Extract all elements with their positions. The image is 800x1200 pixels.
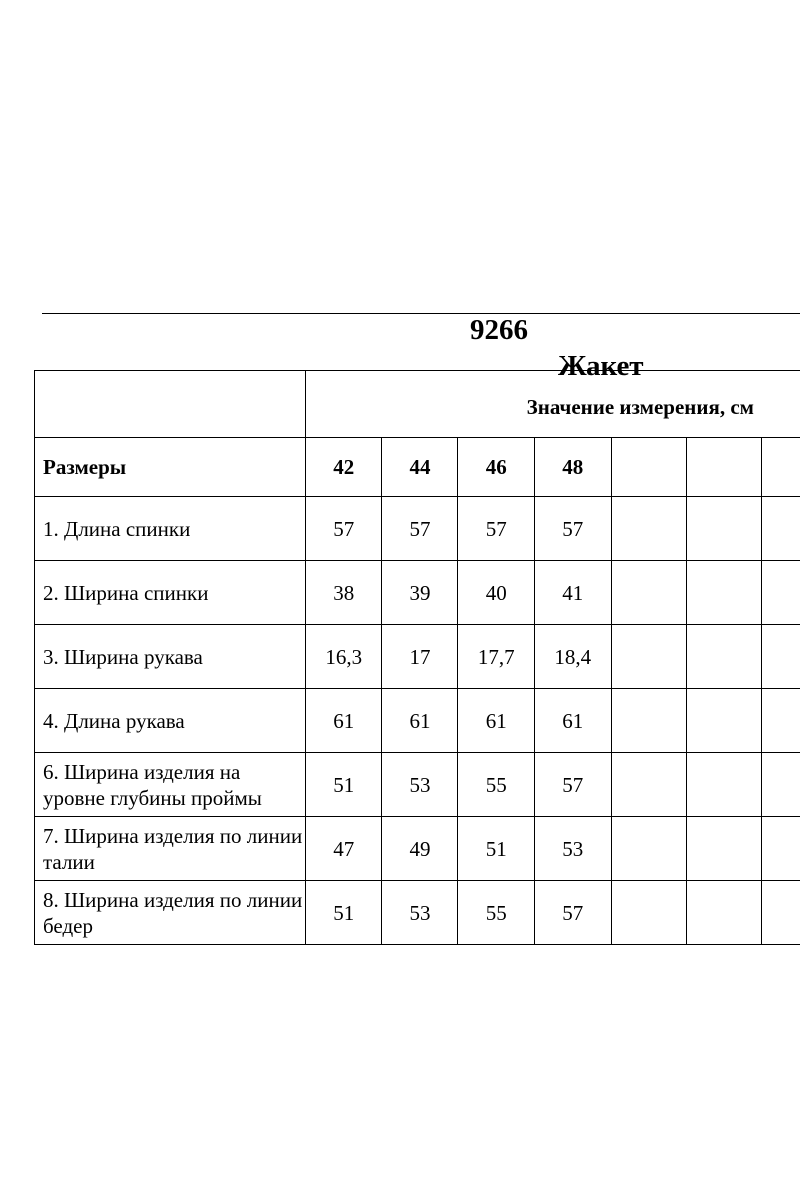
empty-value-cell: [611, 689, 686, 753]
empty-size-header: [611, 438, 686, 497]
empty-value-cell: [761, 689, 800, 753]
measurement-value: 40: [458, 561, 535, 625]
empty-value-cell: [761, 881, 800, 945]
empty-value-cell: [686, 625, 761, 689]
measurement-row: [35, 881, 800, 945]
measurement-row: [35, 689, 800, 753]
size-column-header: 44: [382, 438, 458, 497]
measurement-value: 17,7: [458, 625, 535, 689]
empty-value-cell: [761, 753, 800, 817]
measurement-label: 2. Ширина спинки: [35, 561, 306, 625]
empty-value-cell: [686, 497, 761, 561]
measurement-value: 47: [305, 817, 382, 881]
measurement-value: 55: [458, 881, 535, 945]
sizes-header-row: [35, 438, 800, 497]
measurement-value: 17: [382, 625, 458, 689]
size-column-header: 46: [458, 438, 535, 497]
empty-value-cell: [611, 625, 686, 689]
measurement-value: 61: [534, 689, 611, 753]
empty-size-header: [686, 438, 761, 497]
empty-value-cell: [686, 753, 761, 817]
model-code: 9266: [470, 314, 528, 346]
size-measurement-table: [34, 370, 800, 945]
measurement-value: 51: [305, 753, 382, 817]
empty-value-cell: [761, 497, 800, 561]
measurement-value: 57: [458, 497, 535, 561]
measurement-value: 61: [458, 689, 535, 753]
empty-value-cell: [686, 689, 761, 753]
measurement-value: 51: [458, 817, 535, 881]
measurement-row: [35, 561, 800, 625]
measurement-label: 6. Ширина изделия на уровне глубины проймы: [35, 753, 306, 817]
measurement-row: [35, 817, 800, 881]
measurement-value: 57: [534, 753, 611, 817]
measurement-value: 57: [534, 497, 611, 561]
empty-value-cell: [611, 561, 686, 625]
measurement-value: 18,4: [534, 625, 611, 689]
empty-value-cell: [761, 561, 800, 625]
measurement-row: [35, 753, 800, 817]
corner-cell: [35, 371, 306, 438]
sizes-label: Размеры: [35, 438, 306, 497]
empty-size-header: [761, 438, 800, 497]
measurement-value: 16,3: [305, 625, 382, 689]
measurement-row: [35, 625, 800, 689]
measurement-label: 8. Ширина изделия по линии бедер: [35, 881, 306, 945]
size-column-header: 42: [305, 438, 382, 497]
empty-value-cell: [611, 881, 686, 945]
document-title: [300, 276, 800, 384]
garment-name: Жакет: [558, 350, 644, 382]
measurement-label: 1. Длина спинки: [35, 497, 306, 561]
measurement-value: 38: [305, 561, 382, 625]
measurement-label: 4. Длина рукава: [35, 689, 306, 753]
size-column-header: 48: [534, 438, 611, 497]
empty-value-cell: [611, 497, 686, 561]
measurement-value: 57: [534, 881, 611, 945]
measurement-value: 49: [382, 817, 458, 881]
measurement-row: [35, 497, 800, 561]
measurement-value: 53: [382, 881, 458, 945]
measurement-value: 57: [305, 497, 382, 561]
empty-value-cell: [761, 625, 800, 689]
empty-value-cell: [686, 561, 761, 625]
measurement-value: 55: [458, 753, 535, 817]
empty-value-cell: [686, 881, 761, 945]
empty-value-cell: [761, 817, 800, 881]
measurement-value: 61: [305, 689, 382, 753]
empty-value-cell: [686, 817, 761, 881]
title-underline: [42, 313, 800, 314]
measurement-label: 3. Ширина рукава: [35, 625, 306, 689]
units-caption: Значение измерения, см: [305, 371, 800, 438]
measurement-label: 7. Ширина изделия по линии талии: [35, 817, 306, 881]
measurement-value: 39: [382, 561, 458, 625]
empty-value-cell: [611, 817, 686, 881]
measurement-value: 41: [534, 561, 611, 625]
measurement-value: 61: [382, 689, 458, 753]
measurement-value: 53: [382, 753, 458, 817]
units-header-row: [35, 371, 800, 438]
measurement-value: 51: [305, 881, 382, 945]
measurement-value: 57: [382, 497, 458, 561]
measurement-value: 53: [534, 817, 611, 881]
empty-value-cell: [611, 753, 686, 817]
